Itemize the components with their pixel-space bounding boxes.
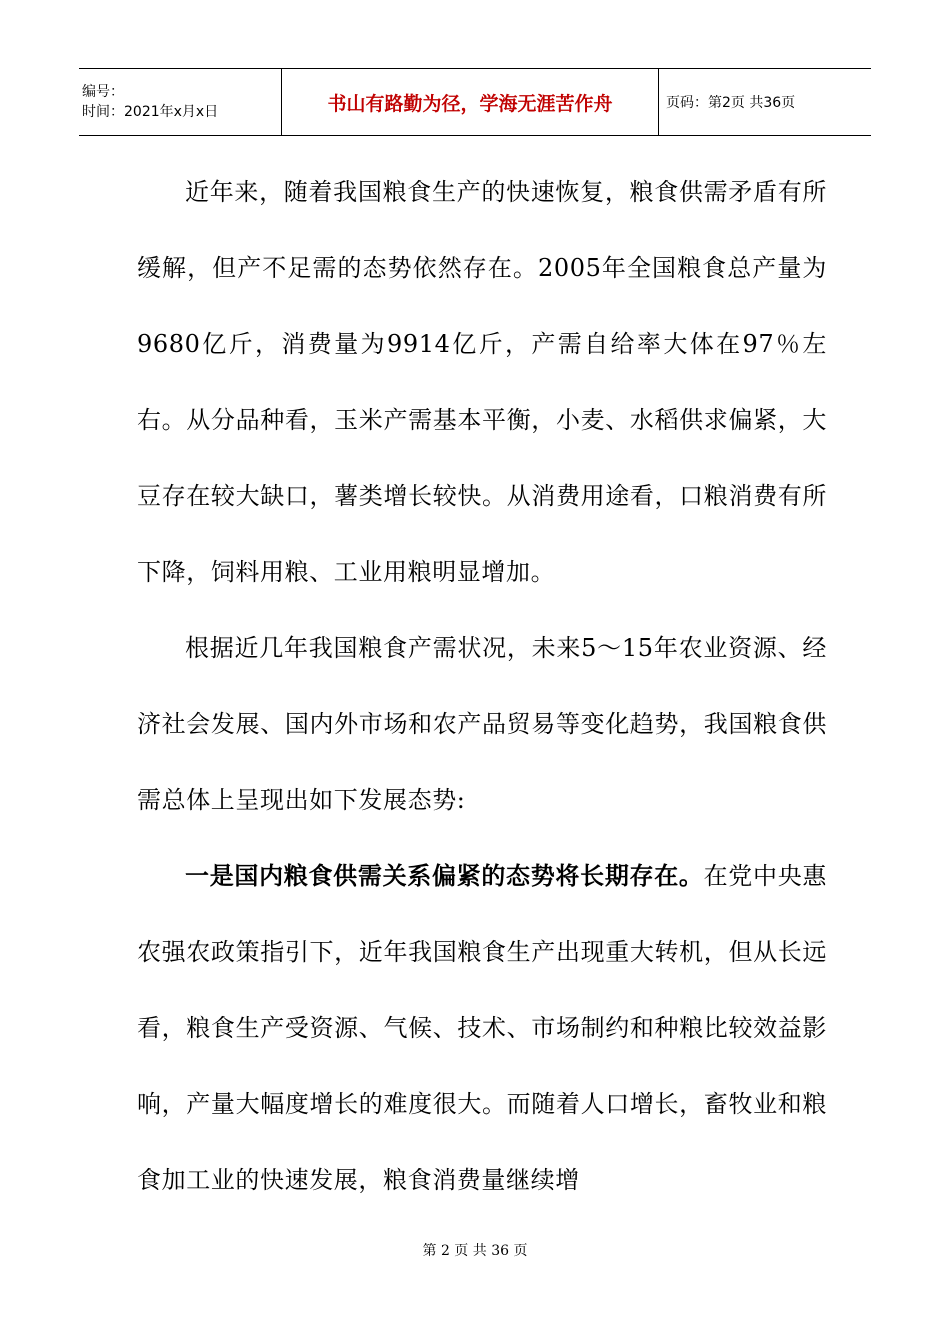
header-motto-cell: [282, 69, 659, 135]
serial-label: 编号：: [82, 84, 124, 100]
footer-page-number: 第 2 页 共 36 页: [422, 1243, 528, 1259]
paragraph-2: [137, 610, 827, 838]
paragraph-lead: 一是国内粮食供需关系偏紧的态势将长期存在。: [185, 861, 704, 890]
document-body: [137, 154, 827, 1218]
paragraph-1: [137, 154, 827, 610]
paragraph-text: 近年来，随着我国粮食生产的快速恢复，粮食供需矛盾有所缓解，但产不足需的态势依然存在。2005年全国粮食总产量为9680亿斤，消费量为9914亿斤，产需自给率大体在97％左右。从分品种看，玉米产需基本平衡，小麦、水稻供求偏紧，大豆存在较大缺口，薯类增长较快。从消费用途看，口粮消费有所下降，饲料用粮、工业用粮明显增加。: [137, 178, 827, 586]
header-meta: [79, 69, 282, 135]
header-page-cell: [659, 69, 871, 135]
page-header: [79, 68, 871, 136]
header-motto: 书山有路勤为径，学海无涯苦作舟: [327, 92, 613, 115]
page-footer: [0, 1240, 950, 1260]
paragraph-3: [137, 838, 827, 1218]
header-page-info: 页码：第2页 共36页: [666, 95, 796, 111]
paragraph-text: 在党中央惠农强农政策指引下，近年我国粮食生产出现重大转机，但从长远看，粮食生产受资源、气候、技术、市场制约和种粮比较效益影响，产量大幅度增长的难度很大。而随着人口增长，畜牧业和粮食加工业的快速发展，粮食消费量继续增: [137, 862, 827, 1194]
time-label: 时间：2021年x月x日: [82, 104, 219, 120]
paragraph-text: 根据近几年我国粮食产需状况，未来5～15年农业资源、经济社会发展、国内外市场和农产品贸易等变化趋势，我国粮食供需总体上呈现出如下发展态势:: [137, 634, 827, 814]
